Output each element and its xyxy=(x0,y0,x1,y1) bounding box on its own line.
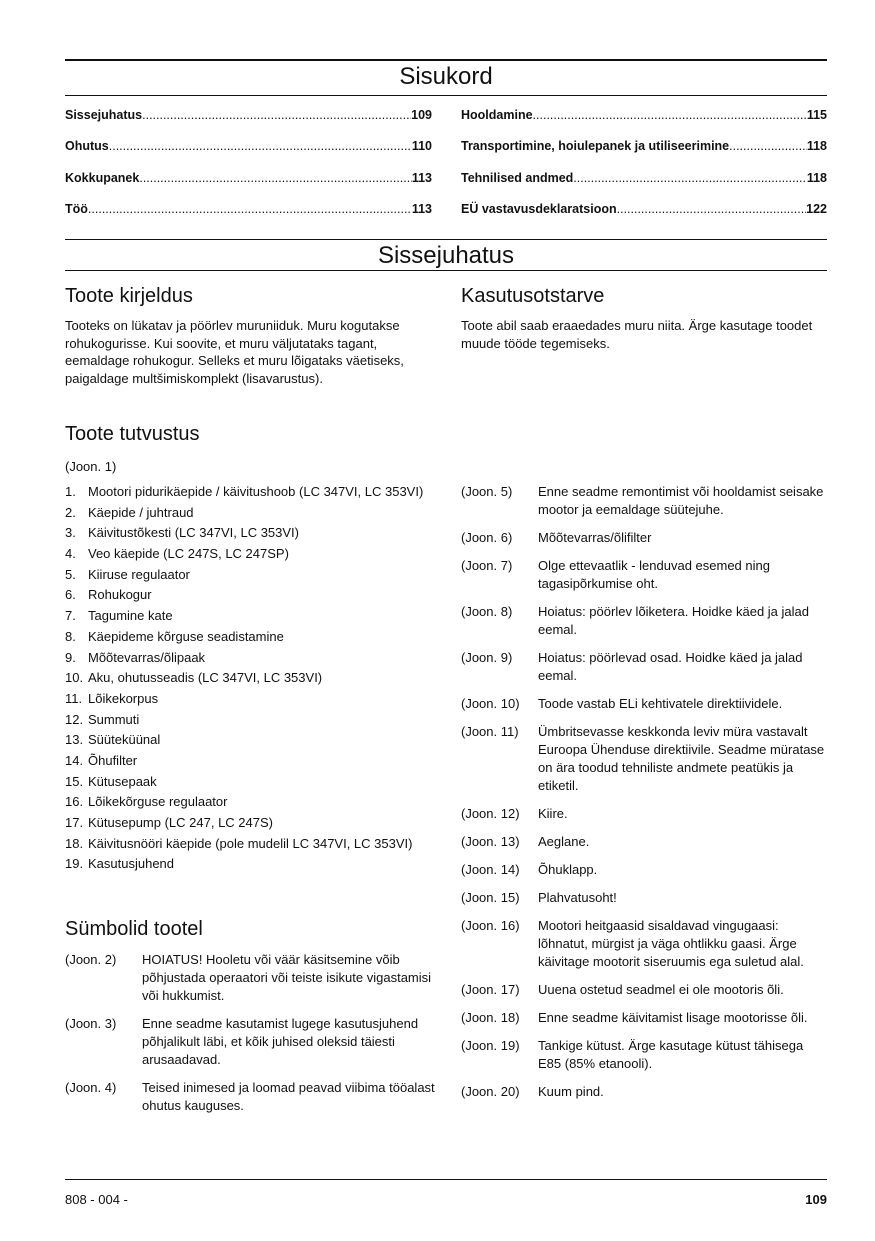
list-item-number: 5. xyxy=(65,566,76,582)
symbol-figure-ref: (Joon. 14) xyxy=(461,862,520,877)
list-item xyxy=(65,545,445,562)
list-item-number: 9. xyxy=(65,649,76,665)
symbol-description: Teised inimesed ja loomad peavad viibima tööalast ohutus kauguses. xyxy=(142,1080,435,1113)
symbol-figure-ref: (Joon. 17) xyxy=(461,982,520,997)
symbol-entry xyxy=(461,557,827,593)
symbol-entry xyxy=(65,951,437,1005)
symbol-entry xyxy=(461,1009,827,1027)
symbol-description: Olge ettevaatlik - lenduvad esemed ning tagasipõrkumise oht. xyxy=(538,558,770,591)
symbol-entry xyxy=(461,483,827,519)
toc-entry-page: 118 xyxy=(806,170,827,185)
list-item-number: 1. xyxy=(65,484,76,499)
toc-leader-dots xyxy=(729,139,807,153)
list-item-text: Mõõtevarras/õlipaak xyxy=(88,649,206,665)
symbol-figure-ref: (Joon. 4) xyxy=(65,1080,117,1095)
symbol-description: Hoiatus: pöörlevad osad. Hoidke käed ja jalad eemal. xyxy=(538,650,803,683)
toc-leader-dots xyxy=(139,171,411,185)
symbol-figure-ref: (Joon. 19) xyxy=(461,1038,520,1053)
symbols-list-right xyxy=(461,483,827,1111)
symbol-description: Kiire. xyxy=(538,806,568,821)
symbol-figure-ref: (Joon. 2) xyxy=(65,952,117,967)
divider xyxy=(65,1179,827,1180)
symbol-description: Toode vastab ELi kehtivatele direktiividele. xyxy=(538,696,783,711)
symbol-entry xyxy=(461,603,827,639)
symbol-description: Kuum pind. xyxy=(538,1084,604,1099)
toc-entry[interactable] xyxy=(65,171,432,202)
list-item-number: 6. xyxy=(65,587,76,603)
symbol-description: Enne seadme käivitamist lisage mootorisse õli. xyxy=(538,1010,808,1025)
list-item-text: Veo käepide (LC 247S, LC 247SP) xyxy=(88,546,289,562)
list-item xyxy=(65,814,445,831)
symbol-entry xyxy=(461,695,827,713)
toc-entry-page: 113 xyxy=(411,170,432,185)
symbol-description: Uuena ostetud seadmel ei ole mootoris õli. xyxy=(538,982,784,997)
toc-leader-dots xyxy=(142,108,411,122)
toc-entry[interactable] xyxy=(65,202,432,233)
figure-ref: (Joon. 1) xyxy=(65,459,117,474)
symbol-figure-ref: (Joon. 18) xyxy=(461,1010,520,1025)
symbol-entry xyxy=(461,917,827,971)
list-item-number: 8. xyxy=(65,628,76,644)
symbol-description: Plahvatusoht! xyxy=(538,890,617,905)
symbol-figure-ref: (Joon. 9) xyxy=(461,650,513,665)
symbol-figure-ref: (Joon. 8) xyxy=(461,604,513,619)
list-item-text: Kiiruse regulaator xyxy=(88,566,190,582)
product-overview-list xyxy=(65,483,445,876)
symbol-description: Ümbritsevasse keskkonda leviv müra vastavalt Euroopa Ühenduse direktiivile. Seadme müratase on ära toodud tehniliste andmete peatükis ja etiketil. xyxy=(538,724,825,793)
list-item xyxy=(65,752,445,769)
list-item-text: Süüteküünal xyxy=(88,732,161,748)
list-item-text: Summuti xyxy=(88,711,140,727)
symbol-description: Enne seadme kasutamist lugege kasutusjuhend põhjalikult läbi, et kõik juhised oleksid täiesti arusaadavad. xyxy=(142,1016,419,1067)
list-item-text: Käivitustõkesti (LC 347VI, LC 353VI) xyxy=(88,525,299,541)
divider xyxy=(65,59,827,61)
symbol-entry xyxy=(461,1037,827,1073)
list-item xyxy=(65,773,445,790)
list-item xyxy=(65,793,445,810)
list-item xyxy=(65,524,445,541)
toc-entry-page: 118 xyxy=(806,139,827,154)
symbol-figure-ref: (Joon. 20) xyxy=(461,1084,520,1099)
list-item xyxy=(65,731,445,748)
symbol-entry xyxy=(461,861,827,879)
toc-entry-page: 122 xyxy=(806,201,827,216)
product-description-text: Tooteks on lükatav ja pöörlev muruniiduk. Muru kogutakse rohukogurisse. Kui soovite, et muru väljutataks tagant, eemaldage rohukogur. Selleks et muru lõigataks väetiseks, paigaldage multšimiskomplekt (lisavarustus). xyxy=(65,318,404,386)
list-item-text: Lõikekõrguse regulaator xyxy=(88,794,228,810)
heading-symbols: Sümbolid tootel xyxy=(65,918,203,940)
list-item-text: Käepideme kõrguse seadistamine xyxy=(88,628,284,644)
toc-entry-label: Hooldamine xyxy=(461,108,533,122)
toc-entry-label: Transportimine, hoiulepanek ja utiliseerimine xyxy=(461,139,730,154)
list-item-text: Tagumine kate xyxy=(88,608,173,624)
toc-entry[interactable] xyxy=(65,139,432,170)
list-item-number: 3. xyxy=(65,525,76,541)
symbol-entry xyxy=(461,723,827,795)
section-title: Sissejuhatus xyxy=(377,242,515,269)
toc-entry-label: Tehnilised andmed xyxy=(461,170,574,185)
symbol-figure-ref: (Joon. 15) xyxy=(461,890,520,905)
list-item-number: 15. xyxy=(65,773,84,789)
list-item xyxy=(65,586,445,603)
list-item xyxy=(65,504,445,521)
list-item xyxy=(65,483,445,500)
list-item xyxy=(65,649,445,666)
divider xyxy=(65,239,827,240)
toc-entry-label: EÜ vastavusdeklaratsioon xyxy=(461,201,617,216)
list-item-text: Käivitusnööri käepide (pole mudelil LC 347VI, LC 353VI) xyxy=(88,835,413,851)
symbol-description: Mõõtevarras/õlifilter xyxy=(538,530,652,545)
toc-entry-label: Sissejuhatus xyxy=(65,108,143,122)
toc-title: Sisukord xyxy=(399,63,493,90)
toc-entry[interactable] xyxy=(461,108,827,139)
toc-leader-dots xyxy=(617,202,807,216)
heading-intended-use: Kasutusotstarve xyxy=(461,285,605,307)
symbols-list-left xyxy=(65,951,437,1125)
symbol-entry xyxy=(461,649,827,685)
symbol-description: Õhuklapp. xyxy=(538,862,598,877)
list-item-number: 10. xyxy=(65,670,84,686)
list-item-number: 18. xyxy=(65,835,84,851)
toc-entry[interactable] xyxy=(65,108,432,139)
list-item-number: 2. xyxy=(65,504,76,520)
list-item xyxy=(65,711,445,728)
symbol-entry xyxy=(461,833,827,851)
list-item-number: 17. xyxy=(65,815,84,830)
symbol-entry xyxy=(461,889,827,907)
symbol-figure-ref: (Joon. 7) xyxy=(461,558,513,573)
symbol-description: HOIATUS! Hooletu või väär käsitsemine võib põhjustada operaatori või teiste isikute vigastamisi või hukkumist. xyxy=(142,952,432,1003)
symbol-entry xyxy=(65,1015,437,1069)
page-number: 109 xyxy=(805,1192,827,1207)
toc-entry-page: 113 xyxy=(411,201,432,216)
symbol-figure-ref: (Joon. 10) xyxy=(461,696,520,711)
list-item-number: 11. xyxy=(65,690,83,706)
toc-entry-page: 110 xyxy=(411,139,432,154)
list-item-number: 13. xyxy=(65,732,84,748)
symbol-figure-ref: (Joon. 3) xyxy=(65,1016,117,1031)
list-item xyxy=(65,855,445,872)
list-item-text: Lõikekorpus xyxy=(88,690,159,706)
toc-entry-label: Töö xyxy=(65,201,88,216)
list-item xyxy=(65,835,445,852)
symbol-figure-ref: (Joon. 16) xyxy=(461,918,520,933)
list-item xyxy=(65,628,445,645)
toc-left-column xyxy=(65,108,432,233)
list-item-text: Käepide / juhtraud xyxy=(88,504,194,520)
symbol-figure-ref: (Joon. 5) xyxy=(461,484,513,499)
list-item xyxy=(65,566,445,583)
symbol-description: Enne seadme remontimist või hooldamist seisake mootor ja eemaldage süütejuhe. xyxy=(538,484,824,517)
symbol-entry xyxy=(461,529,827,547)
symbol-figure-ref: (Joon. 6) xyxy=(461,530,513,545)
symbol-description: Tankige kütust. Ärge kasutage kütust tähisega E85 (85% etanooli). xyxy=(538,1038,804,1071)
list-item-number: 14. xyxy=(65,752,84,768)
footer-code: 808 - 004 - xyxy=(65,1192,128,1207)
toc-entry[interactable] xyxy=(461,202,827,233)
list-item xyxy=(65,669,445,686)
list-item-number: 7. xyxy=(65,608,76,624)
symbol-entry xyxy=(461,1083,827,1101)
symbol-figure-ref: (Joon. 13) xyxy=(461,834,520,849)
list-item-text: Kütusepaak xyxy=(88,773,157,789)
list-item xyxy=(65,607,445,624)
toc-right-column xyxy=(461,108,827,233)
toc-entry-page: 115 xyxy=(806,108,827,122)
list-item-number: 16. xyxy=(65,794,84,810)
intended-use-text: Toote abil saab eraaedades muru niita. Ärge kasutage toodet muude tööde tegemiseks. xyxy=(461,318,813,351)
toc-leader-dots xyxy=(533,108,807,122)
symbol-entry xyxy=(461,981,827,999)
symbol-description: Hoiatus: pöörlev lõiketera. Hoidke käed ja jalad eemal. xyxy=(538,604,809,637)
toc-entry-label: Kokkupanek xyxy=(65,170,140,185)
symbol-entry xyxy=(65,1079,437,1115)
list-item-text: Mootori pidurikäepide / käivitushoob (LC 347VI, LC 353VI) xyxy=(88,484,424,499)
list-item-number: 12. xyxy=(65,711,84,727)
list-item-text: Kütusepump (LC 247, LC 247S) xyxy=(88,815,273,830)
list-item-number: 4. xyxy=(65,546,76,562)
toc-entry[interactable] xyxy=(461,171,827,202)
symbol-figure-ref: (Joon. 12) xyxy=(461,806,520,821)
symbol-description: Mootori heitgaasid sisaldavad vingugaasi: lõhnatut, mürgist ja väga ohtlikku gaasi. Ärge käivitage mootorit siseruumis ega suletud alal. xyxy=(538,918,804,969)
list-item-text: Aku, ohutusseadis (LC 347VI, LC 353VI) xyxy=(88,670,323,686)
toc-entry-label: Ohutus xyxy=(65,139,109,154)
list-item-text: Rohukogur xyxy=(88,587,152,603)
toc-leader-dots xyxy=(109,139,412,153)
divider xyxy=(65,270,827,271)
symbol-figure-ref: (Joon. 11) xyxy=(461,724,519,739)
toc-entry[interactable] xyxy=(461,139,827,170)
toc-leader-dots xyxy=(573,171,807,185)
list-item xyxy=(65,690,445,707)
list-item-text: Õhufilter xyxy=(88,752,138,768)
toc-leader-dots xyxy=(88,202,412,216)
symbol-entry xyxy=(461,805,827,823)
divider xyxy=(65,95,827,96)
toc-entry-page: 109 xyxy=(411,108,432,122)
list-item-number: 19. xyxy=(65,856,84,872)
heading-product-description: Toote kirjeldus xyxy=(65,285,193,307)
list-item-text: Kasutusjuhend xyxy=(88,856,175,872)
heading-product-overview: Toote tutvustus xyxy=(65,423,200,445)
symbol-description: Aeglane. xyxy=(538,834,590,849)
